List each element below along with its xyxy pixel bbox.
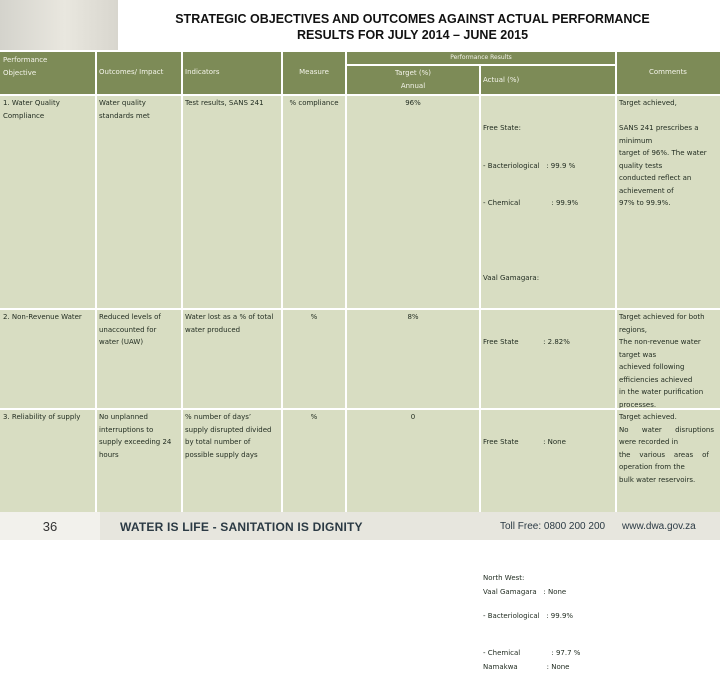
- row3-target: [346, 409, 480, 512]
- cell-text: in the water purification: [619, 388, 704, 396]
- row2-comments: [616, 309, 720, 409]
- cell-text: supply disrupted divided: [185, 425, 272, 434]
- cell-text: [483, 474, 613, 487]
- grid-line: [181, 52, 183, 512]
- cell-text: %: [310, 413, 318, 421]
- header-text: Outcomes/ Impact: [99, 68, 164, 76]
- row3-measure: [282, 409, 346, 512]
- cell-text: water (UAW): [99, 338, 144, 346]
- header-performance-results: [346, 52, 616, 64]
- cell-text: [483, 549, 613, 562]
- cell-text: [483, 624, 613, 637]
- cell-text: possible supply days: [185, 450, 258, 459]
- header-text: Objective: [3, 68, 37, 77]
- cell-text: [619, 110, 717, 123]
- cell-text: interruptions to: [99, 425, 154, 434]
- cell-text: achieved following: [619, 363, 685, 371]
- cell-text: the various areas of: [619, 450, 709, 459]
- cell-text: supply exceeding 24: [99, 438, 172, 446]
- cell-text: - Bacteriological : 99.9 %: [483, 161, 576, 170]
- cell-text: [483, 374, 613, 387]
- title-line-2: RESULTS FOR JULY 2014 – JUNE 2015: [296, 28, 529, 42]
- cell-text: Target achieved,: [619, 99, 677, 107]
- row2-outcome: [96, 309, 182, 409]
- cell-text: Target achieved.: [619, 413, 677, 421]
- cell-text: target of 96%. The water: [619, 149, 707, 157]
- cell-text: - Bacteriological : 99.9%: [483, 611, 574, 620]
- row3-outcome: [96, 409, 182, 512]
- cell-text: processes.: [619, 400, 657, 409]
- cell-text: unaccounted for: [99, 325, 157, 334]
- grid-line: [615, 52, 617, 512]
- header-text: Measure: [299, 68, 329, 76]
- cell-text: water produced: [185, 325, 241, 334]
- cell-text: Free State : None: [483, 438, 566, 446]
- cell-text: % compliance: [289, 99, 339, 107]
- row1-comments: [616, 95, 720, 309]
- header-comments: [616, 52, 720, 95]
- header-actual: [480, 66, 616, 95]
- cell-text: conducted reflect an: [619, 174, 692, 182]
- cell-text: SANS 241 prescribes a: [619, 124, 699, 132]
- row1-objective: [0, 95, 96, 309]
- cell-text: minimum: [619, 136, 653, 145]
- row1-measure: [282, 95, 346, 309]
- footer-toll-free: Toll Free: 0800 200 200: [500, 521, 606, 532]
- footer-slogan: WATER IS LIFE - SANITATION IS DIGNITY: [120, 520, 363, 534]
- cell-text: quality tests: [619, 161, 663, 170]
- cell-text: - Chemical : 99.9%: [483, 199, 579, 207]
- row1-indicator: [182, 95, 282, 309]
- header-text: Performance: [3, 56, 48, 64]
- row1-target: [346, 95, 480, 309]
- cell-text: 0: [410, 413, 416, 421]
- page-number: 36: [0, 512, 100, 540]
- header-text: Annual: [400, 81, 426, 90]
- header-text: Indicators: [185, 68, 220, 76]
- title-line-1: STRATEGIC OBJECTIVES AND OUTCOMES AGAINST ACTUAL PERFORMANCE: [175, 12, 650, 26]
- header-text: Actual (%): [483, 76, 520, 84]
- cell-text: % number of days’: [185, 413, 252, 421]
- header-text: Performance Results: [450, 54, 512, 61]
- grid-line: [0, 94, 720, 96]
- cell-text: regions,: [619, 325, 648, 334]
- grid-line: [0, 408, 720, 410]
- footer-website: www.dwa.gov.za: [622, 521, 696, 532]
- row2-indicator: [182, 309, 282, 409]
- grid-line: [281, 52, 283, 512]
- grid-line: [345, 52, 347, 512]
- cell-text: operation from the: [619, 463, 685, 471]
- grid-line: [479, 65, 481, 512]
- page-title: [120, 11, 705, 43]
- row2-actual: [480, 309, 616, 409]
- cell-text: Free State : 2.82%: [483, 338, 570, 346]
- cell-text: 2. Non-Revenue Water: [3, 313, 82, 321]
- row1-outcome: [96, 95, 182, 309]
- cell-text: The non-revenue water: [619, 338, 701, 346]
- row2-objective: [0, 309, 96, 409]
- cell-text: 8%: [407, 313, 419, 321]
- cell-text: No unplanned: [99, 413, 148, 421]
- footer: [0, 512, 720, 540]
- cell-text: achievement of: [619, 186, 674, 195]
- row3-indicator: [182, 409, 282, 512]
- cell-text: 1. Water Quality: [3, 99, 60, 107]
- cell-text: Compliance: [3, 111, 45, 120]
- header-text: Target (%): [395, 69, 431, 77]
- header-band: [0, 0, 720, 50]
- cell-text: North West:: [483, 574, 525, 582]
- header-measure: [282, 52, 346, 95]
- cell-text: 3. Reliability of supply: [3, 413, 81, 421]
- logo-banner: [0, 0, 118, 50]
- cell-text: Vaal Gamagara:: [483, 274, 540, 282]
- row3-objective: [0, 409, 96, 512]
- cell-text: 97% to 99.9%.: [619, 199, 671, 207]
- cell-text: standards met: [99, 111, 150, 120]
- cell-text: Reduced levels of: [99, 313, 161, 321]
- cell-text: were recorded in: [619, 438, 679, 446]
- cell-text: Target achieved for both: [619, 313, 705, 321]
- header-indicators: [182, 52, 282, 95]
- header-target: [346, 66, 480, 95]
- header-text: Comments: [649, 68, 687, 76]
- row3-comments: [616, 409, 720, 512]
- header-outcomes-impact: [96, 52, 182, 95]
- grid-line: [0, 308, 720, 310]
- cell-text: by total number of: [185, 438, 251, 446]
- cell-text: efficiencies achieved: [619, 375, 693, 384]
- row2-target: [346, 309, 480, 409]
- grid-line: [95, 52, 97, 512]
- cell-text: - Chemical : 97.7 %: [483, 649, 581, 657]
- cell-text: %: [310, 313, 318, 321]
- cell-text: No water disruptions: [619, 425, 715, 434]
- cell-text: hours: [99, 450, 119, 459]
- row2-measure: [282, 309, 346, 409]
- header-performance-objective: [0, 52, 96, 95]
- cell-text: bulk water reservoirs.: [619, 475, 696, 484]
- cell-text: Namakwa : None: [483, 663, 570, 671]
- cell-text: Water lost as a % of total: [185, 313, 274, 321]
- cell-text: Test results, SANS 241: [185, 99, 264, 107]
- cell-text: Free State:: [483, 124, 521, 132]
- grid-line: [346, 64, 616, 66]
- cell-text: Vaal Gamagara : None: [483, 588, 567, 596]
- cell-text: Water quality: [99, 99, 146, 107]
- cell-text: [483, 235, 613, 248]
- cell-text: target was: [619, 350, 657, 359]
- cell-text: 96%: [405, 99, 421, 107]
